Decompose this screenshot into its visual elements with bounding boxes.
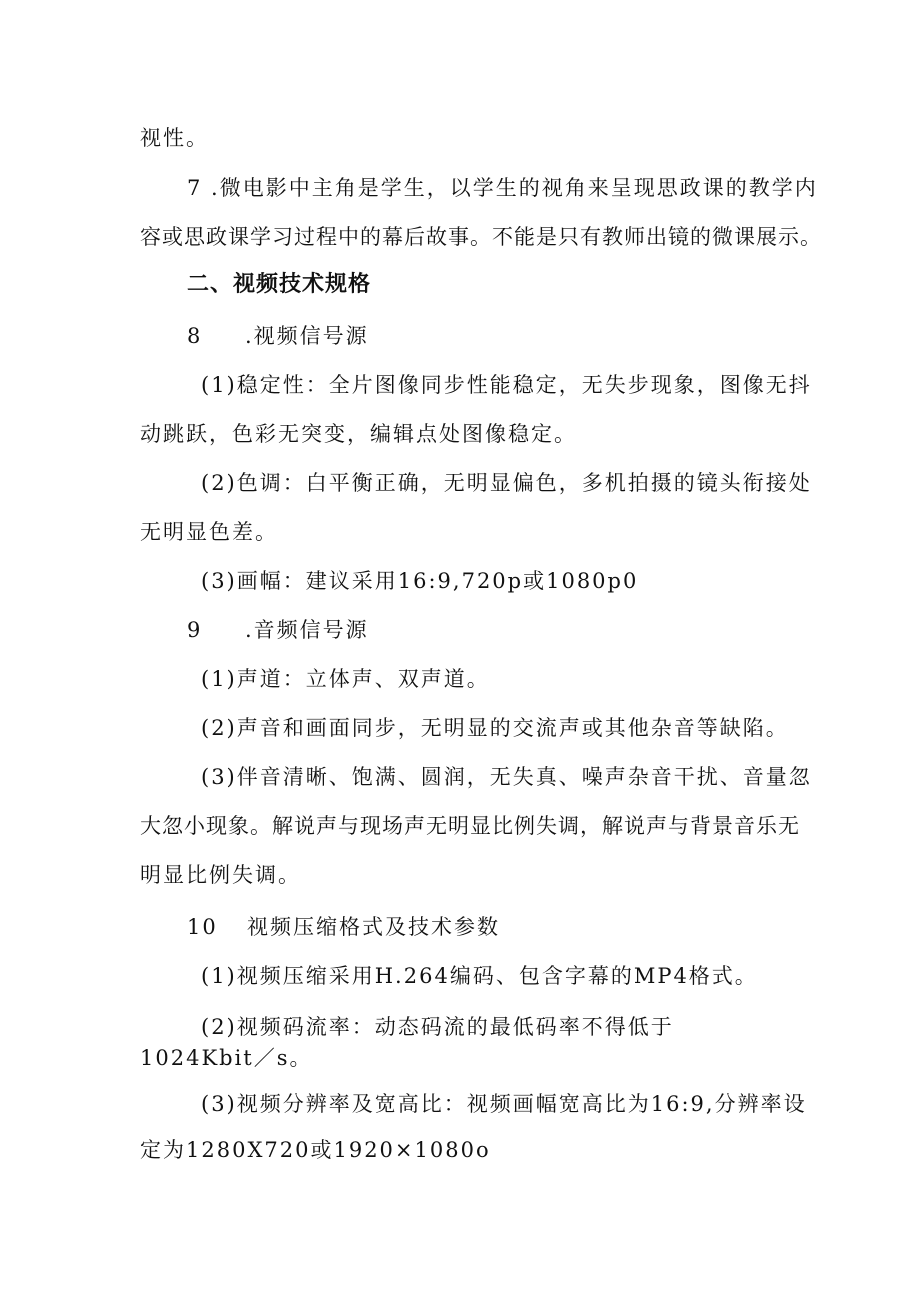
item-text: (3)伴音清晰、饱满、圆润，无失真、噪声杂音干扰、音量忽 bbox=[201, 765, 812, 789]
subsection-10-heading bbox=[187, 913, 500, 941]
subsection-number: 9 bbox=[187, 618, 203, 642]
item-text-cont: 定为1280X720或1920×1080o bbox=[140, 1138, 491, 1162]
item-text: (3)画幅：建议采用16:9,720p或1080p0 bbox=[201, 569, 639, 593]
subsection-title: .视频信号源 bbox=[245, 324, 369, 348]
item-text: (2)视频码流率：动态码流的最低码率不得低于 bbox=[201, 1015, 674, 1039]
section-heading: 二、视频技术规格 bbox=[187, 272, 372, 297]
subsection-title: .音频信号源 bbox=[245, 618, 369, 642]
item-text-cont: 动跳跃，色彩无突变，编辑点处图像稳定。 bbox=[140, 422, 577, 446]
item-text-cont: 1024Kbit／s。 bbox=[140, 1046, 313, 1070]
item-7-text: 7 .微电影中主角是学生，以学生的视角来呈现思政课的教学内 bbox=[187, 176, 818, 200]
subsection-title: 视频压缩格式及技术参数 bbox=[247, 915, 500, 939]
item-7-text-cont: 容或思政课学习过程中的幕后故事。不能是只有教师出镜的微课展示。 bbox=[140, 225, 822, 249]
subsection-number: 10 bbox=[187, 915, 218, 939]
item-text: (1)稳定性：全片图像同步性能稳定，无失步现象，图像无抖 bbox=[201, 373, 812, 397]
item-text: (2)色调：白平衡正确，无明显偏色，多机拍摄的镜头衔接处 bbox=[201, 471, 812, 495]
subsection-8-heading bbox=[187, 322, 369, 350]
item-text: (1)声道：立体声、双声道。 bbox=[201, 667, 490, 691]
item-text: (3)视频分辨率及宽高比：视频画幅宽高比为16:9,分辨率设 bbox=[201, 1092, 807, 1116]
item-text-cont: 大忽小现象。解说声与现场声无明显比例失调，解说声与背景音乐无 bbox=[140, 814, 800, 838]
subsection-number: 8 bbox=[187, 324, 203, 348]
item-text: (1)视频压缩采用H.264编码、包含字幕的MP4格式。 bbox=[201, 964, 758, 988]
body-text-line: 视性。 bbox=[140, 126, 209, 150]
item-text-cont: 无明显色差。 bbox=[140, 520, 278, 544]
subsection-9-heading bbox=[187, 616, 369, 644]
item-text: (2)声音和画面同步，无明显的交流声或其他杂音等缺陷。 bbox=[201, 716, 789, 740]
item-text-cont: 明显比例失调。 bbox=[140, 863, 301, 887]
